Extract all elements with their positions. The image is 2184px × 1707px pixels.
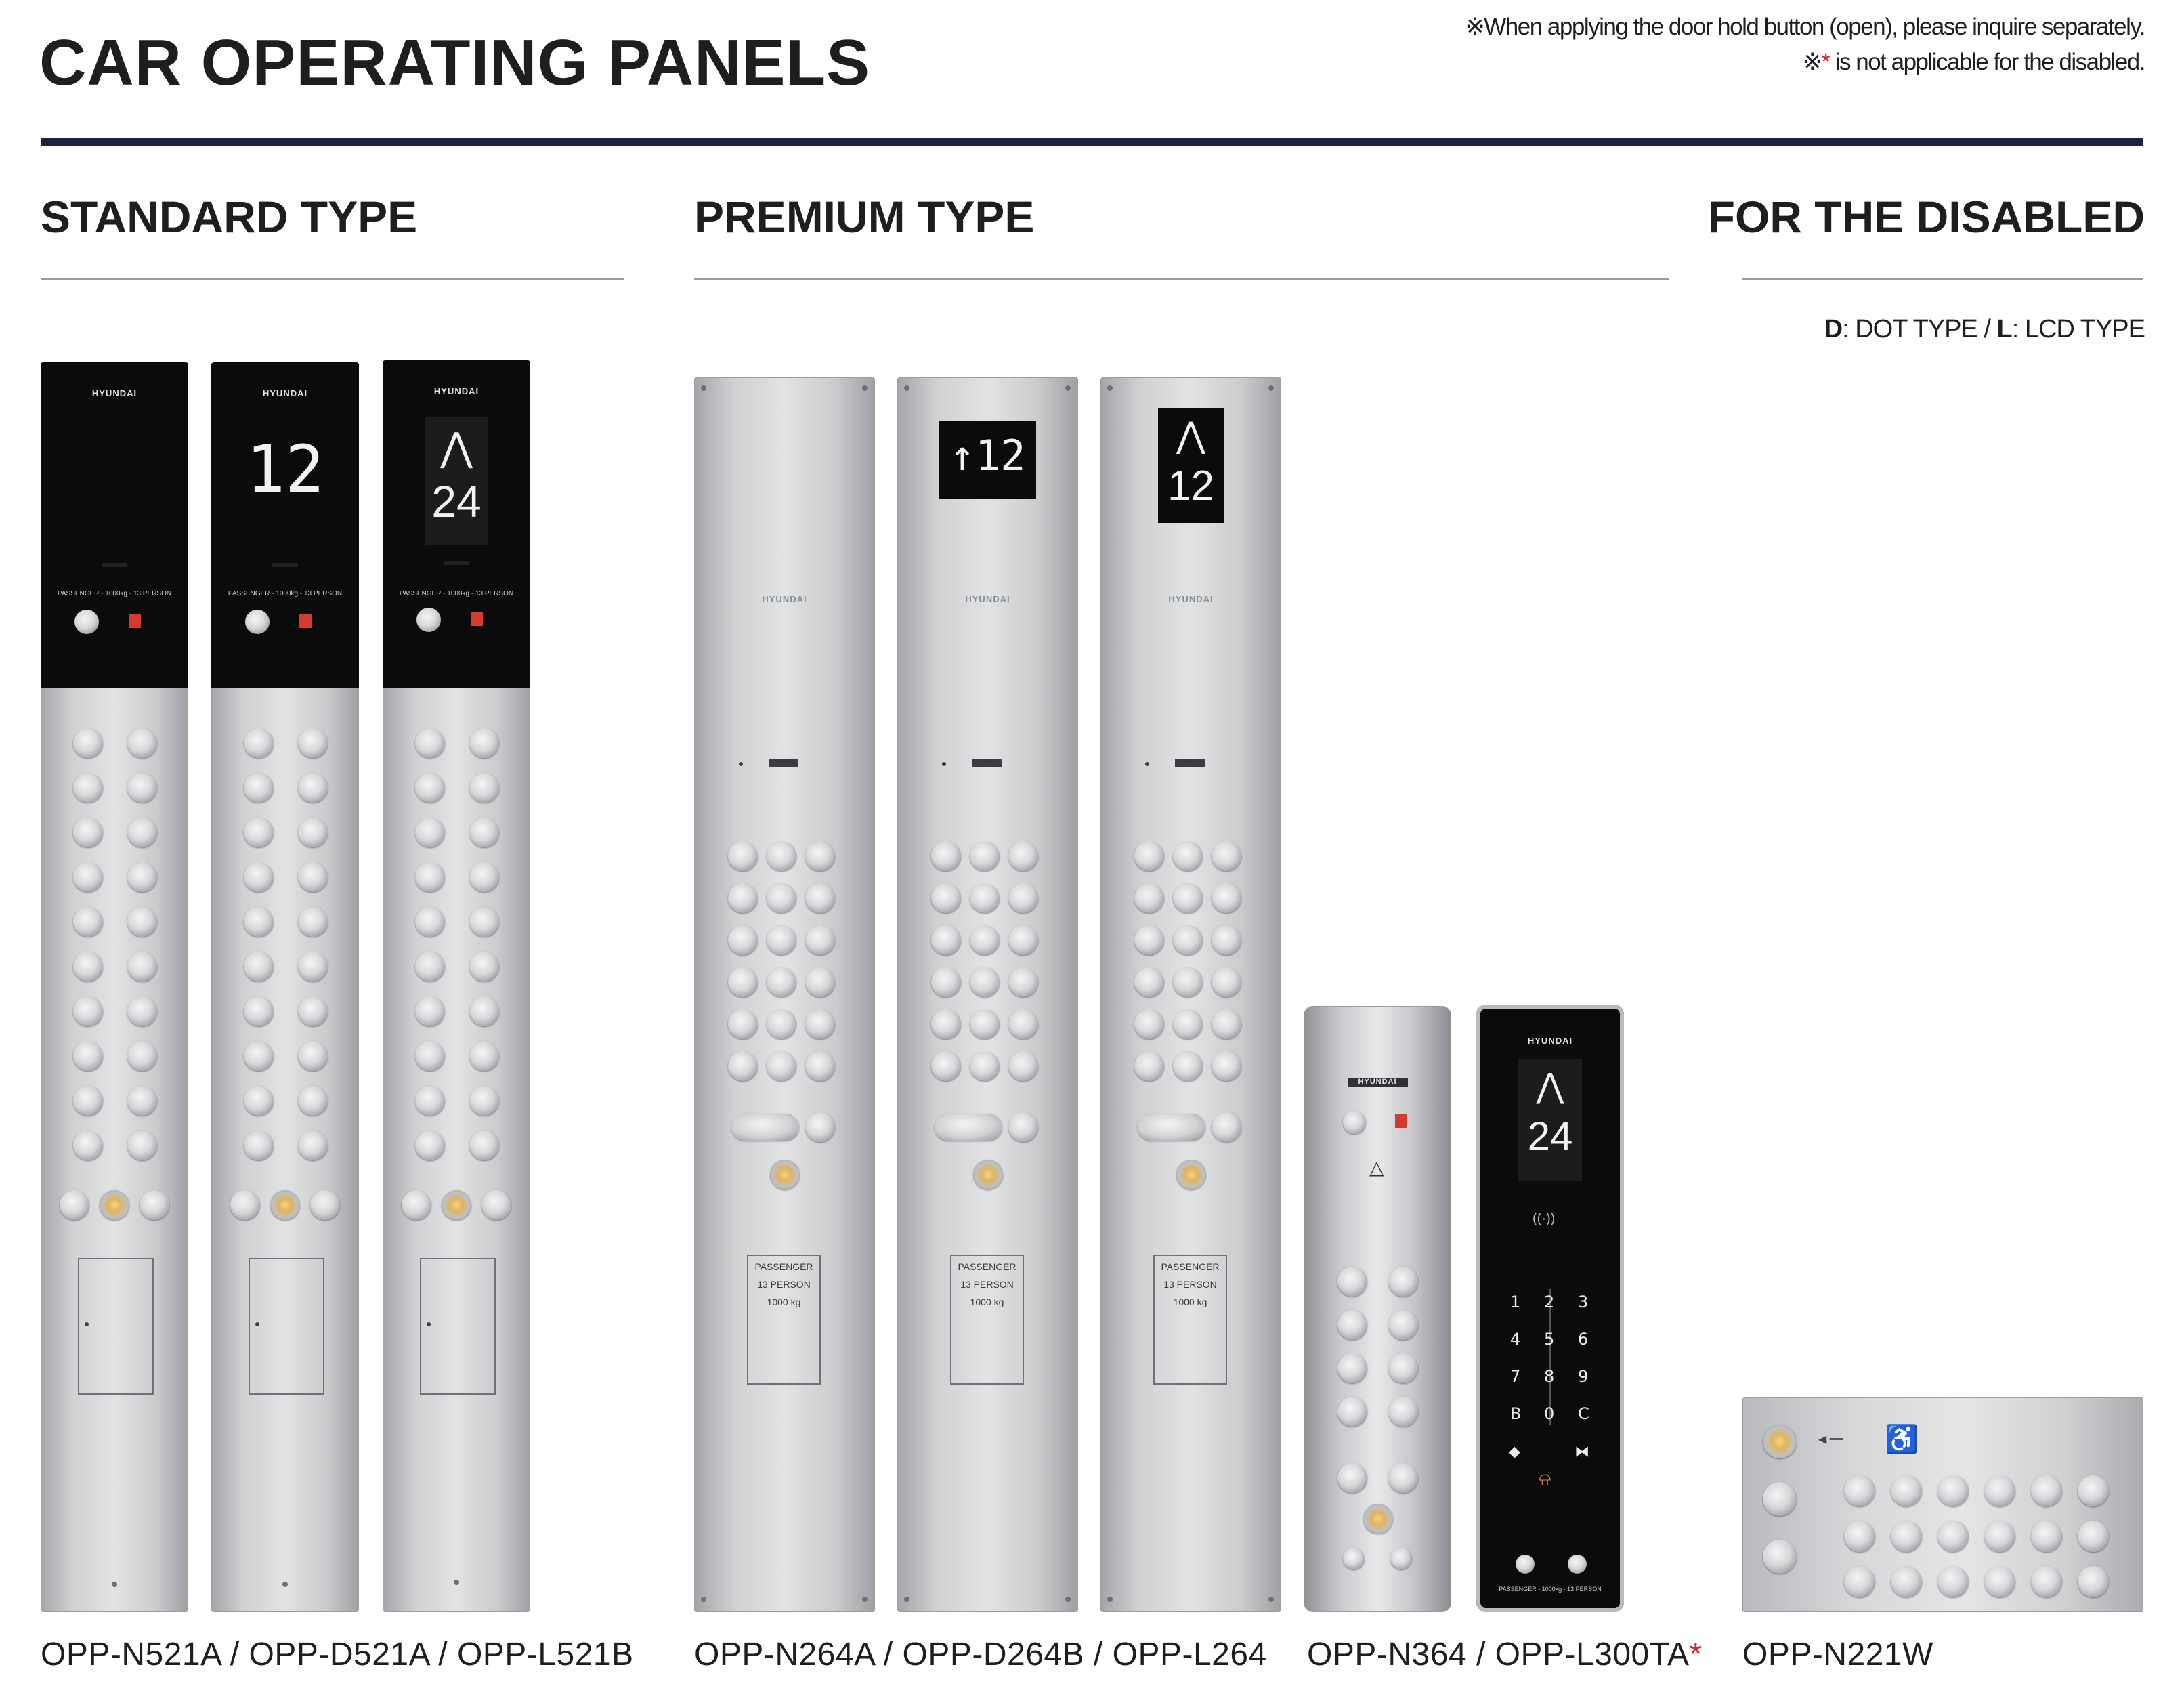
floor-button[interactable] [931,967,961,997]
floor-button[interactable] [728,1051,758,1081]
floor-button[interactable] [1937,1566,1969,1597]
floor-button[interactable] [469,818,499,847]
note-star: * [1821,49,1830,75]
floor-button[interactable] [415,996,445,1026]
door-open-button[interactable] [1763,1482,1797,1516]
floor-button[interactable] [244,996,274,1026]
floor-button[interactable] [2078,1566,2109,1597]
floor-button[interactable] [1388,1310,1418,1340]
call-button[interactable] [1363,1504,1393,1534]
floor-button[interactable] [970,841,1000,871]
keypad-key-c[interactable]: C [1578,1404,1589,1423]
floor-button[interactable] [415,773,445,803]
indicator-dot [1145,762,1149,766]
floor-button[interactable] [73,996,103,1026]
screw [1065,1597,1071,1602]
indicator-dot [942,762,946,766]
emergency-icon [1395,1114,1407,1128]
floor-button[interactable] [1134,883,1164,913]
capacity-plate-line: 1000 kg [970,1297,1004,1307]
caption-disabled: OPP-N221W [1742,1637,1933,1672]
door-control-button[interactable] [731,1114,799,1141]
floor-button[interactable] [1008,967,1038,997]
section-rule-premium [694,278,1669,280]
screw [1268,385,1274,391]
keypad-key-8[interactable]: 8 [1544,1367,1555,1386]
floor-button[interactable] [1173,841,1203,871]
door-close-icon[interactable]: ⧓ [1575,1443,1589,1460]
alarm-button[interactable] [1763,1425,1797,1458]
capacity-plate-line: 1000 kg [767,1297,801,1307]
floor-button[interactable] [970,967,1000,997]
floor-button[interactable] [127,952,157,982]
indicator-dot [739,762,743,766]
screw [904,385,909,391]
arrow-left-icon: ◀ ━━ [1818,1434,1843,1446]
floor-button[interactable] [415,952,445,982]
screw [1107,1597,1113,1602]
floor-button[interactable] [298,1086,328,1116]
floor-button[interactable] [805,967,835,997]
floor-button[interactable] [1008,841,1038,871]
floor-button[interactable] [1984,1566,2015,1597]
keypad-key-5[interactable]: 5 [1544,1330,1555,1349]
door-hold-note: ※When applying the door hold button (open), please inquire separately. [1465,14,2145,40]
floor-button[interactable] [298,1131,328,1160]
floor-button[interactable] [244,907,274,937]
card-reader-slot [972,759,1002,767]
lcd-floor-display: 24 [1527,1114,1573,1159]
brand-label: HYUNDAI [1527,1036,1573,1046]
floor-button[interactable] [1937,1521,1969,1552]
screw [1107,385,1113,391]
floor-button[interactable] [244,728,274,758]
floor-button[interactable] [415,728,445,758]
floor-button[interactable] [127,996,157,1026]
floor-button[interactable] [298,996,328,1026]
floor-button[interactable] [127,728,157,758]
alarm-button[interactable] [973,1160,1003,1189]
screw [454,1580,459,1585]
brand-label: HYUNDAI [965,594,1010,604]
contactless-icon: ((·)) [1533,1211,1556,1226]
floor-button[interactable] [728,925,758,955]
floor-button[interactable] [469,952,499,982]
floor-button[interactable] [767,967,796,997]
brand-label: HYUNDAI [91,388,137,398]
floor-button[interactable] [1212,883,1241,913]
capacity-label: PASSENGER - 1000kg - 13 PERSON [228,590,343,597]
key-switch-cover [249,1258,324,1395]
keypad-key-7[interactable]: 7 [1510,1367,1521,1386]
keypad-key-3[interactable]: 3 [1578,1292,1589,1311]
floor-button[interactable] [767,883,796,913]
floor-button[interactable] [1844,1475,1875,1506]
legend-d-key: D [1824,315,1843,343]
floor-button[interactable] [1134,1009,1164,1039]
door-open-button[interactable] [1337,1463,1367,1493]
floor-button[interactable] [1388,1397,1418,1427]
capacity-label: PASSENGER - 1000kg - 13 PERSON [399,590,514,597]
floor-button[interactable] [415,862,445,892]
floor-button[interactable] [1008,1112,1038,1142]
key-switch-cover [420,1258,496,1395]
card-reader-slot [272,563,298,567]
door-close-button[interactable] [1388,1463,1418,1493]
direction-arrow-icon: ⋀ [1536,1067,1564,1105]
legend-l-text: : LCD TYPE [2011,315,2145,343]
door-control-button[interactable] [1138,1114,1205,1141]
floor-button[interactable] [415,818,445,847]
section-title-premium: PREMIUM TYPE [694,192,1035,242]
panel-opp-n221w [1742,1397,2143,1612]
floor-button[interactable] [1984,1521,2015,1552]
floor-button[interactable] [931,925,961,955]
floor-button[interactable] [931,1051,961,1081]
capacity-label: PASSENGER - 1000kg - 13 PERSON [57,590,172,597]
floor-button[interactable] [298,952,328,982]
floor-button[interactable] [244,862,274,892]
floor-button[interactable] [469,1041,499,1071]
floor-button[interactable] [767,1009,796,1039]
capacity-plate-line: PASSENGER [754,1261,813,1272]
screw [701,1597,706,1602]
section-title-disabled: FOR THE DISABLED [1707,192,2145,242]
brand-label: HYUNDAI [262,388,308,398]
lcd-floor-display: 24 [431,476,481,526]
floor-button[interactable] [1937,1475,1969,1506]
capacity-plate-line: PASSENGER [958,1261,1016,1272]
lock-icon [85,1322,89,1326]
floor-button[interactable] [415,1131,445,1160]
floor-button[interactable] [1212,967,1241,997]
floor-button[interactable] [469,862,499,892]
alarm-button[interactable] [416,608,441,632]
floor-button[interactable] [298,728,328,758]
note-prefix: ※ [1802,49,1822,75]
door-control-button[interactable] [935,1114,1002,1141]
floor-button[interactable] [1134,1051,1164,1081]
bell-icon: ⍾ [1539,1469,1551,1490]
caption-compact-text: OPP-N364 / OPP-L300TA [1307,1637,1690,1672]
floor-button[interactable] [73,907,103,937]
door-open-button[interactable] [230,1190,260,1220]
door-open-button[interactable] [60,1190,89,1220]
floor-button[interactable] [244,1131,274,1160]
floor-button[interactable] [415,1086,445,1116]
small-button[interactable] [1568,1555,1587,1574]
card-reader-slot [1175,759,1205,767]
floor-button[interactable] [805,925,835,955]
floor-button[interactable] [1173,925,1203,955]
panel-black-header [383,360,530,688]
floor-button[interactable] [805,841,835,871]
panel-opp-l264 [1100,377,1281,1612]
floor-button[interactable] [1388,1267,1418,1297]
floor-button[interactable] [1173,1009,1203,1039]
floor-button[interactable] [931,883,961,913]
screw [1268,1597,1274,1602]
floor-button[interactable] [244,1086,274,1116]
small-button[interactable] [1516,1555,1535,1574]
floor-button[interactable] [127,862,157,892]
floor-button[interactable] [805,883,835,913]
floor-button[interactable] [1134,967,1164,997]
floor-button[interactable] [970,1009,1000,1039]
floor-button[interactable] [73,952,103,982]
floor-button[interactable] [1337,1397,1367,1427]
brand-label: HYUNDAI [762,594,807,604]
screw [1065,385,1071,391]
floor-button[interactable] [2031,1566,2062,1597]
call-button[interactable] [100,1190,129,1220]
alarm-button[interactable] [245,610,270,634]
floor-button[interactable] [1337,1267,1367,1297]
section-rule-standard [41,278,624,280]
floor-button[interactable] [728,967,758,997]
floor-button[interactable] [1984,1475,2015,1506]
floor-button[interactable] [73,1086,103,1116]
floor-button[interactable] [469,1086,499,1116]
floor-button[interactable] [127,1086,157,1116]
floor-button[interactable] [805,1051,835,1081]
capacity-plate [747,1255,821,1385]
keypad-key-1[interactable]: 1 [1510,1292,1521,1311]
floor-button[interactable] [1008,1009,1038,1039]
floor-button[interactable] [970,883,1000,913]
caption-premium: OPP-N264A / OPP-D264B / OPP-L264 [694,1637,1267,1672]
screw [112,1582,117,1587]
floor-button[interactable] [298,773,328,803]
direction-arrow-icon: △ [1369,1157,1384,1178]
floor-button[interactable] [469,728,499,758]
floor-button[interactable] [767,841,796,871]
floor-button[interactable] [1891,1521,1922,1552]
panel-opp-l521b [383,360,530,1612]
floor-button[interactable] [2031,1475,2062,1506]
floor-button[interactable] [805,1009,835,1039]
floor-button[interactable] [1844,1566,1875,1597]
call-button[interactable] [442,1190,471,1220]
alarm-button[interactable] [770,1160,800,1189]
small-button[interactable] [1390,1548,1412,1569]
door-close-button[interactable] [1763,1540,1797,1574]
floor-button[interactable] [1337,1353,1367,1383]
floor-button[interactable] [2078,1521,2109,1552]
alarm-button[interactable] [1176,1160,1206,1189]
section-rule-disabled [1742,278,2143,280]
floor-button[interactable] [469,773,499,803]
capacity-plate-line: 1000 kg [1173,1297,1207,1307]
floor-button[interactable] [298,818,328,847]
floor-button[interactable] [127,907,157,937]
screw [282,1582,288,1587]
floor-button[interactable] [298,1041,328,1071]
floor-button[interactable] [1173,1051,1203,1081]
floor-button[interactable] [73,773,103,803]
floor-button[interactable] [1212,1009,1241,1039]
capacity-plate-line: 13 PERSON [757,1279,811,1290]
note-rest: is not applicable for the disabled. [1829,49,2145,75]
floor-button[interactable] [73,862,103,892]
keypad-key-0[interactable]: 0 [1544,1404,1555,1423]
floor-button[interactable] [1891,1566,1922,1597]
floor-button[interactable] [469,1131,499,1160]
floor-button[interactable] [1388,1353,1418,1383]
screw [904,1597,909,1602]
screw [862,1597,868,1602]
screw [701,385,706,391]
direction-arrow-icon: ⋀ [1176,416,1205,455]
panel-opp-d264b [897,377,1078,1612]
door-close-button[interactable] [140,1190,169,1220]
floor-button[interactable] [2031,1521,2062,1552]
floor-button[interactable] [244,773,274,803]
panel-black-header [211,362,359,688]
keypad-key-b[interactable]: B [1510,1404,1522,1423]
dot-floor-display: ↑12 [949,431,1026,480]
door-close-button[interactable] [481,1190,511,1220]
floor-button[interactable] [767,1051,796,1081]
floor-button[interactable] [2078,1475,2109,1506]
emergency-icon [471,612,483,626]
card-reader-slot [444,561,469,565]
lock-icon [255,1322,259,1326]
floor-button[interactable] [73,1131,103,1160]
floor-button[interactable] [1173,967,1203,997]
brand-label: HYUNDAI [433,386,479,396]
floor-button[interactable] [728,1009,758,1039]
floor-button[interactable] [1134,925,1164,955]
floor-button[interactable] [244,818,274,847]
floor-button[interactable] [244,1041,274,1071]
door-open-icon[interactable]: ◆ [1509,1443,1520,1460]
card-reader-slot [769,759,798,767]
floor-button[interactable] [469,907,499,937]
floor-button[interactable] [1891,1475,1922,1506]
call-button[interactable] [270,1190,300,1220]
floor-button[interactable] [1212,1051,1241,1081]
brand-label: HYUNDAI [1358,1078,1397,1086]
floor-button[interactable] [1337,1310,1367,1340]
floor-button[interactable] [298,862,328,892]
direction-arrow-icon: ⋀ [440,425,473,469]
floor-button[interactable] [298,907,328,937]
panel-opp-d521a [211,362,359,1612]
floor-button[interactable] [970,1051,1000,1081]
capacity-plate-line: 13 PERSON [1163,1279,1217,1290]
keypad-key-6[interactable]: 6 [1578,1330,1589,1349]
caption-standard: OPP-N521A / OPP-D521A / OPP-L521B [41,1637,634,1672]
floor-button[interactable] [1844,1521,1875,1552]
caption-compact [1307,1636,1703,1673]
floor-button[interactable] [415,907,445,937]
brand-label: HYUNDAI [1168,594,1214,604]
floor-button[interactable] [1134,841,1164,871]
floor-button[interactable] [767,925,796,955]
floor-button[interactable] [728,841,758,871]
floor-button[interactable] [805,1112,835,1142]
lcd-floor-display: 12 [1168,463,1214,509]
capacity-plate-line: PASSENGER [1161,1261,1220,1272]
legend-d-text: : DOT TYPE / [1842,315,1997,343]
floor-button[interactable] [73,728,103,758]
panel-black-header [41,362,188,688]
screw [862,385,868,391]
capacity-label: PASSENGER - 1000kg - 13 PERSON [1499,1586,1602,1593]
floor-button[interactable] [469,996,499,1026]
dot-floor-display: 12 [246,431,324,507]
capacity-plate-line: 13 PERSON [960,1279,1014,1290]
floor-button[interactable] [415,1041,445,1071]
type-legend [1824,315,2145,344]
alarm-button[interactable] [74,610,99,634]
small-button[interactable] [1343,1548,1365,1569]
emergency-icon [129,614,141,628]
door-close-button[interactable] [310,1190,340,1220]
floor-button[interactable] [1212,1112,1241,1142]
floor-button[interactable] [127,773,157,803]
key-switch-cover [78,1258,154,1395]
card-reader-slot [102,563,127,567]
capacity-plate [1153,1255,1227,1385]
floor-button[interactable] [1173,883,1203,913]
door-open-button[interactable] [402,1190,431,1220]
header-divider [41,138,2143,146]
alarm-button[interactable] [1343,1111,1366,1134]
floor-button[interactable] [728,883,758,913]
floor-button[interactable] [931,841,961,871]
floor-button[interactable] [1008,883,1038,913]
floor-button[interactable] [73,818,103,847]
floor-button[interactable] [1212,925,1241,955]
floor-button[interactable] [244,952,274,982]
legend-l-key: L [1996,315,2012,343]
page-title: CAR OPERATING PANELS [39,26,871,99]
floor-button[interactable] [1008,925,1038,955]
floor-button[interactable] [931,1009,961,1039]
panel-opp-l300ta [1476,1005,1624,1612]
panel-opp-n521a [41,362,188,1612]
emergency-icon [299,614,312,628]
floor-button[interactable] [1008,1051,1038,1081]
floor-button[interactable] [127,1131,157,1160]
capacity-plate [950,1255,1024,1385]
floor-button[interactable] [1212,841,1241,871]
floor-button[interactable] [73,1041,103,1071]
floor-button[interactable] [970,925,1000,955]
caption-compact-star: * [1689,1637,1703,1672]
lock-icon [427,1322,431,1326]
keypad-key-2[interactable]: 2 [1544,1292,1555,1311]
keypad-key-4[interactable]: 4 [1510,1330,1521,1349]
disabled-note [1803,49,2145,76]
keypad-key-9[interactable]: 9 [1578,1367,1589,1386]
floor-button[interactable] [127,818,157,847]
panel-opp-n364 [1304,1006,1451,1612]
wheelchair-icon: ♿ [1885,1425,1919,1454]
panel-opp-n264a [694,377,875,1612]
floor-button[interactable] [127,1041,157,1071]
section-title-standard: STANDARD TYPE [41,192,418,242]
